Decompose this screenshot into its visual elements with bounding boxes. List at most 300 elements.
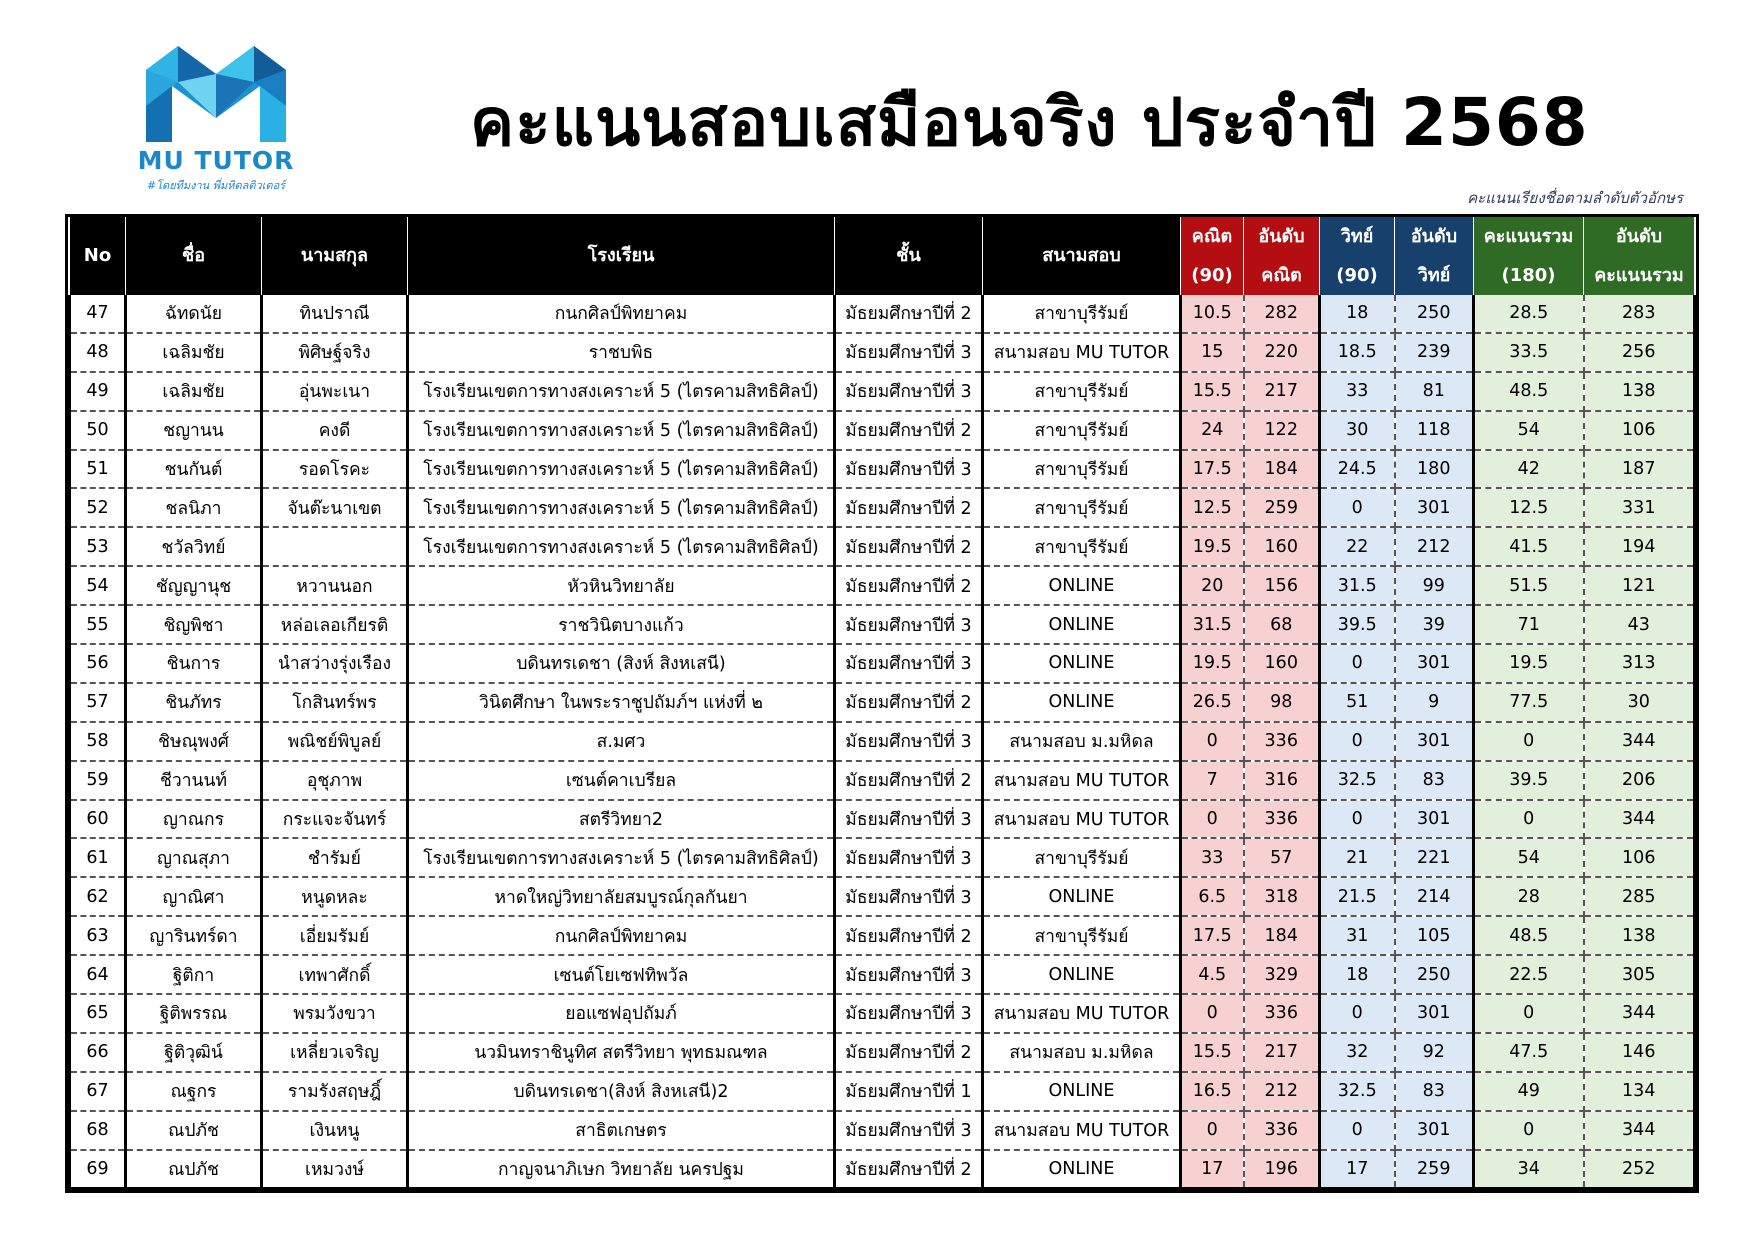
cell-science: 32.5 [1320,1072,1395,1111]
header-science-rank-sub: วิทย์ [1395,256,1474,295]
cell-math-rank: 329 [1244,955,1320,994]
cell-school: สาธิตเกษตร [408,1111,835,1150]
logo-name: MU TUTOR [137,146,295,175]
cell-math: 19.5 [1181,644,1244,683]
cell-science: 24.5 [1320,450,1395,489]
cell-last-name: เหลี่ยวเจริญ [262,1033,408,1072]
cell-math: 15.5 [1181,372,1244,411]
cell-last-name: กระแจะจันทร์ [262,800,408,839]
cell-last-name: เอี่ยมรัมย์ [262,916,408,955]
cell-math: 15 [1181,333,1244,372]
table-row [70,488,1695,527]
cell-total-rank: 344 [1584,800,1695,839]
cell-science: 32.5 [1320,761,1395,800]
cell-math: 0 [1181,994,1244,1033]
cell-total-rank: 283 [1584,295,1695,333]
cell-math-rank: 160 [1244,527,1320,566]
cell-science: 21 [1320,838,1395,877]
cell-no: 66 [70,1033,126,1072]
cell-math-rank: 336 [1244,994,1320,1033]
cell-total-rank: 134 [1584,1072,1695,1111]
cell-science-rank: 301 [1395,1111,1474,1150]
cell-no: 58 [70,722,126,761]
cell-grade: มัธยมศึกษาปีที่ 3 [835,372,983,411]
cell-school: ราชวินิตบางแก้ว [408,605,835,644]
cell-science: 18 [1320,955,1395,994]
header-science-max: (90) [1320,256,1395,295]
cell-math: 6.5 [1181,877,1244,916]
cell-total: 0 [1474,994,1584,1033]
cell-no: 50 [70,411,126,450]
cell-no: 59 [70,761,126,800]
cell-math-rank: 259 [1244,488,1320,527]
table-row [70,877,1695,916]
cell-total-rank: 252 [1584,1150,1695,1189]
sort-note: คะแนนเรียงชื่อตามลำดับตัวอักษร [1467,189,1683,207]
cell-total: 0 [1474,800,1584,839]
cell-total: 39.5 [1474,761,1584,800]
cell-science: 21.5 [1320,877,1395,916]
cell-science-rank: 39 [1395,605,1474,644]
cell-last-name: นำสว่างรุ่งเรือง [262,644,408,683]
cell-school: หาดใหญ่วิทยาลัยสมบูรณ์กุลกันยา [408,877,835,916]
cell-math-rank: 217 [1244,1033,1320,1072]
cell-venue: ONLINE [983,1072,1181,1111]
cell-school: โรงเรียนเขตการทางสงเคราะห์ 5 (ไตรคามสิทธิศิลป์) [408,488,835,527]
cell-total-rank: 285 [1584,877,1695,916]
cell-grade: มัธยมศึกษาปีที่ 2 [835,295,983,333]
cell-school: นวมินทราชินูทิศ สตรีวิทยา พุทธมณฑล [408,1033,835,1072]
cell-first-name: ชีวานนท์ [126,761,262,800]
cell-no: 55 [70,605,126,644]
cell-grade: มัธยมศึกษาปีที่ 2 [835,761,983,800]
cell-total: 41.5 [1474,527,1584,566]
cell-venue: สาขาบุรีรัมย์ [983,450,1181,489]
cell-math: 20 [1181,566,1244,605]
cell-first-name: ฉัทดนัย [126,295,262,333]
header-math-rank-sub: คณิต [1244,256,1320,295]
table-row [70,838,1695,877]
cell-science-rank: 250 [1395,955,1474,994]
cell-total-rank: 146 [1584,1033,1695,1072]
header-no: No [70,217,126,295]
cell-venue: ONLINE [983,877,1181,916]
table-row [70,333,1695,372]
table-row [70,644,1695,683]
cell-venue: ONLINE [983,683,1181,722]
cell-total-rank: 256 [1584,333,1695,372]
cell-science-rank: 301 [1395,644,1474,683]
cell-science: 0 [1320,722,1395,761]
cell-last-name: พณิชย์พิบูลย์ [262,722,408,761]
header-math: คณิต [1181,217,1244,256]
cell-first-name: ชญานน [126,411,262,450]
header-science-rank: อันดับ [1395,217,1474,256]
header-total-rank: อันดับ [1584,217,1695,256]
cell-venue: ONLINE [983,1150,1181,1189]
cell-science: 22 [1320,527,1395,566]
cell-school: กนกศิลป์พิทยาคม [408,295,835,333]
cell-school: สตรีวิทยา2 [408,800,835,839]
table-row [70,683,1695,722]
cell-no: 51 [70,450,126,489]
cell-first-name: ฐิติพรรณ [126,994,262,1033]
header-venue: สนามสอบ [983,217,1181,295]
cell-school: โรงเรียนเขตการทางสงเคราะห์ 5 (ไตรคามสิทธิศิลป์) [408,838,835,877]
cell-science: 18.5 [1320,333,1395,372]
cell-grade: มัธยมศึกษาปีที่ 2 [835,527,983,566]
cell-grade: มัธยมศึกษาปีที่ 3 [835,333,983,372]
cell-grade: มัธยมศึกษาปีที่ 2 [835,1033,983,1072]
cell-science: 0 [1320,800,1395,839]
cell-math-rank: 122 [1244,411,1320,450]
cell-first-name: ชัญญานุช [126,566,262,605]
cell-science: 51 [1320,683,1395,722]
cell-first-name: ชินภัทร [126,683,262,722]
cell-science: 0 [1320,1111,1395,1150]
cell-grade: มัธยมศึกษาปีที่ 2 [835,566,983,605]
cell-school: เซนต์โยเซฟทิพวัล [408,955,835,994]
table-row [70,295,1695,333]
cell-science-rank: 214 [1395,877,1474,916]
cell-math: 15.5 [1181,1033,1244,1072]
cell-no: 47 [70,295,126,333]
cell-math: 17.5 [1181,916,1244,955]
cell-total: 48.5 [1474,916,1584,955]
cell-science: 30 [1320,411,1395,450]
cell-math: 7 [1181,761,1244,800]
cell-total: 54 [1474,838,1584,877]
cell-venue: สนามสอบ MU TUTOR [983,1111,1181,1150]
cell-science-rank: 239 [1395,333,1474,372]
cell-total: 0 [1474,722,1584,761]
cell-first-name: เฉลิมชัย [126,372,262,411]
cell-grade: มัธยมศึกษาปีที่ 2 [835,916,983,955]
cell-math-rank: 68 [1244,605,1320,644]
cell-first-name: ชิษณุพงศ์ [126,722,262,761]
cell-total-rank: 106 [1584,411,1695,450]
cell-last-name: อุชุภาพ [262,761,408,800]
cell-school: โรงเรียนเขตการทางสงเคราะห์ 5 (ไตรคามสิทธิศิลป์) [408,527,835,566]
cell-no: 57 [70,683,126,722]
cell-school: ส.มศว [408,722,835,761]
cell-school: โรงเรียนเขตการทางสงเคราะห์ 5 (ไตรคามสิทธิศิลป์) [408,372,835,411]
cell-no: 69 [70,1150,126,1189]
cell-no: 60 [70,800,126,839]
cell-math-rank: 184 [1244,450,1320,489]
cell-first-name: ฐิติกา [126,955,262,994]
cell-total-rank: 138 [1584,916,1695,955]
cell-math: 0 [1181,1111,1244,1150]
cell-venue: สาขาบุรีรัมย์ [983,838,1181,877]
cell-total-rank: 138 [1584,372,1695,411]
cell-math: 17.5 [1181,450,1244,489]
cell-math: 10.5 [1181,295,1244,333]
cell-math-rank: 217 [1244,372,1320,411]
cell-math: 4.5 [1181,955,1244,994]
cell-venue: สาขาบุรีรัมย์ [983,488,1181,527]
cell-science-rank: 92 [1395,1033,1474,1072]
cell-science-rank: 105 [1395,916,1474,955]
header-grade: ชั้น [835,217,983,295]
cell-first-name: ชินการ [126,644,262,683]
cell-venue: สนามสอบ MU TUTOR [983,994,1181,1033]
cell-no: 53 [70,527,126,566]
cell-first-name: เฉลิมชัย [126,333,262,372]
cell-grade: มัธยมศึกษาปีที่ 3 [835,838,983,877]
cell-science-rank: 180 [1395,450,1474,489]
cell-school: กาญจนาภิเษก วิทยาลัย นครปฐม [408,1150,835,1189]
cell-grade: มัธยมศึกษาปีที่ 2 [835,683,983,722]
cell-last-name: จันต๊ะนาเขต [262,488,408,527]
cell-science-rank: 212 [1395,527,1474,566]
page-title: คะแนนสอบเสมือนจริง ประจำปี 2568 [470,84,1589,161]
cell-math-rank: 196 [1244,1150,1320,1189]
table-row [70,450,1695,489]
cell-math-rank: 212 [1244,1072,1320,1111]
cell-venue: ONLINE [983,605,1181,644]
header-total-rank-sub: คะแนนรวม [1584,256,1695,295]
cell-last-name: เหมวงษ์ [262,1150,408,1189]
cell-venue: สาขาบุรีรัมย์ [983,372,1181,411]
cell-science: 33 [1320,372,1395,411]
cell-science-rank: 9 [1395,683,1474,722]
cell-venue: สนามสอบ MU TUTOR [983,333,1181,372]
cell-total: 42 [1474,450,1584,489]
cell-last-name: คงดี [262,411,408,450]
cell-no: 62 [70,877,126,916]
cell-math-rank: 336 [1244,722,1320,761]
table-row [70,1111,1695,1150]
cell-math: 12.5 [1181,488,1244,527]
cell-total: 28.5 [1474,295,1584,333]
cell-grade: มัธยมศึกษาปีที่ 3 [835,722,983,761]
table-row [70,1033,1695,1072]
cell-science-rank: 250 [1395,295,1474,333]
cell-last-name: รอดโรคะ [262,450,408,489]
cell-grade: มัธยมศึกษาปีที่ 1 [835,1072,983,1111]
cell-venue: สาขาบุรีรัมย์ [983,527,1181,566]
cell-last-name: ชำรัมย์ [262,838,408,877]
cell-school: บดินทรเดชา(สิงห์ สิงหเสนี)2 [408,1072,835,1111]
cell-math-rank: 184 [1244,916,1320,955]
table-row [70,761,1695,800]
cell-first-name: ญาณกร [126,800,262,839]
header-math-rank: อันดับ [1244,217,1320,256]
cell-venue: สาขาบุรีรัมย์ [983,295,1181,333]
cell-school: ราชบพิธ [408,333,835,372]
cell-school: โรงเรียนเขตการทางสงเคราะห์ 5 (ไตรคามสิทธิศิลป์) [408,450,835,489]
cell-venue: ONLINE [983,566,1181,605]
cell-total: 28 [1474,877,1584,916]
cell-last-name: รามรังสฤษฎิ์ [262,1072,408,1111]
cell-total: 19.5 [1474,644,1584,683]
cell-grade: มัธยมศึกษาปีที่ 3 [835,450,983,489]
cell-no: 49 [70,372,126,411]
cell-math: 19.5 [1181,527,1244,566]
cell-last-name: เทพาศักดิ์ [262,955,408,994]
cell-school: เซนต์คาเบรียล [408,761,835,800]
cell-last-name: เงินหนู [262,1111,408,1150]
cell-venue: ONLINE [983,955,1181,994]
cell-math: 0 [1181,722,1244,761]
cell-no: 61 [70,838,126,877]
cell-math: 24 [1181,411,1244,450]
cell-school: กนกศิลป์พิทยาคม [408,916,835,955]
cell-total-rank: 206 [1584,761,1695,800]
cell-total-rank: 187 [1584,450,1695,489]
cell-science: 39.5 [1320,605,1395,644]
cell-last-name: หวานนอก [262,566,408,605]
cell-grade: มัธยมศึกษาปีที่ 2 [835,488,983,527]
cell-science-rank: 259 [1395,1150,1474,1189]
cell-grade: มัธยมศึกษาปีที่ 3 [835,800,983,839]
cell-science: 31.5 [1320,566,1395,605]
cell-math-rank: 57 [1244,838,1320,877]
cell-first-name: ฐิติวุฒิน์ [126,1033,262,1072]
table-row [70,411,1695,450]
cell-total: 48.5 [1474,372,1584,411]
header-science: วิทย์ [1320,217,1395,256]
cell-total: 22.5 [1474,955,1584,994]
header-last-name: นามสกุล [262,217,408,295]
cell-science: 18 [1320,295,1395,333]
cell-total: 33.5 [1474,333,1584,372]
cell-math-rank: 316 [1244,761,1320,800]
cell-total: 34 [1474,1150,1584,1189]
cell-math-rank: 282 [1244,295,1320,333]
cell-total: 47.5 [1474,1033,1584,1072]
cell-total-rank: 106 [1584,838,1695,877]
cell-grade: มัธยมศึกษาปีที่ 3 [835,1111,983,1150]
cell-total: 49 [1474,1072,1584,1111]
cell-no: 48 [70,333,126,372]
table-row [70,527,1695,566]
cell-total-rank: 305 [1584,955,1695,994]
cell-science-rank: 221 [1395,838,1474,877]
table-row [70,1072,1695,1111]
cell-total-rank: 344 [1584,1111,1695,1150]
cell-no: 64 [70,955,126,994]
cell-venue: สนามสอบ MU TUTOR [983,761,1181,800]
cell-science-rank: 118 [1395,411,1474,450]
cell-last-name [262,527,408,566]
cell-first-name: ณปภัช [126,1111,262,1150]
header-row [70,217,1695,256]
cell-science-rank: 83 [1395,761,1474,800]
cell-math-rank: 98 [1244,683,1320,722]
table-row [70,372,1695,411]
cell-first-name: ญาณิศา [126,877,262,916]
cell-no: 65 [70,994,126,1033]
cell-total-rank: 43 [1584,605,1695,644]
cell-first-name: ชิญพิชา [126,605,262,644]
cell-math: 17 [1181,1150,1244,1189]
table-row [70,1150,1695,1189]
cell-math-rank: 336 [1244,1111,1320,1150]
cell-math-rank: 220 [1244,333,1320,372]
cell-science: 32 [1320,1033,1395,1072]
cell-total: 0 [1474,1111,1584,1150]
cell-math-rank: 318 [1244,877,1320,916]
table-row [70,722,1695,761]
cell-science: 0 [1320,994,1395,1033]
cell-total-rank: 344 [1584,994,1695,1033]
cell-grade: มัธยมศึกษาปีที่ 3 [835,605,983,644]
cell-school: หัวหินวิทยาลัย [408,566,835,605]
cell-last-name: ทินปราณี [262,295,408,333]
table-body [70,295,1695,1189]
cell-science-rank: 81 [1395,372,1474,411]
cell-venue: ONLINE [983,644,1181,683]
cell-math-rank: 156 [1244,566,1320,605]
cell-science: 0 [1320,644,1395,683]
cell-first-name: ชลนิภา [126,488,262,527]
cell-total: 54 [1474,411,1584,450]
cell-math: 16.5 [1181,1072,1244,1111]
cell-school: บดินทรเดชา (สิงห์ สิงหเสนี) [408,644,835,683]
table-row [70,605,1695,644]
cell-math: 26.5 [1181,683,1244,722]
header-first-name: ชื่อ [126,217,262,295]
cell-science: 0 [1320,488,1395,527]
cell-first-name: ชนกันต์ [126,450,262,489]
cell-last-name: พิศิษฐ์จริง [262,333,408,372]
cell-math-rank: 336 [1244,800,1320,839]
score-table [68,217,1696,1190]
header-total-max: (180) [1474,256,1584,295]
table-row [70,955,1695,994]
cell-total-rank: 30 [1584,683,1695,722]
cell-math-rank: 160 [1244,644,1320,683]
cell-first-name: ณฐกร [126,1072,262,1111]
header-math-max: (90) [1181,256,1244,295]
cell-total-rank: 331 [1584,488,1695,527]
cell-venue: สนามสอบ ม.มหิดล [983,1033,1181,1072]
cell-total: 12.5 [1474,488,1584,527]
cell-grade: มัธยมศึกษาปีที่ 3 [835,644,983,683]
cell-last-name: พรมวังขวา [262,994,408,1033]
cell-venue: สนามสอบ ม.มหิดล [983,722,1181,761]
logo-mark-icon [136,42,296,148]
cell-total-rank: 313 [1584,644,1695,683]
cell-science-rank: 83 [1395,1072,1474,1111]
cell-grade: มัธยมศึกษาปีที่ 2 [835,411,983,450]
cell-first-name: ญาณสุภา [126,838,262,877]
table-row [70,800,1695,839]
cell-total: 71 [1474,605,1584,644]
cell-total-rank: 121 [1584,566,1695,605]
cell-science: 17 [1320,1150,1395,1189]
cell-no: 68 [70,1111,126,1150]
cell-science-rank: 301 [1395,488,1474,527]
cell-venue: สาขาบุรีรัมย์ [983,916,1181,955]
cell-first-name: ณปภัช [126,1150,262,1189]
cell-total-rank: 344 [1584,722,1695,761]
cell-total-rank: 194 [1584,527,1695,566]
cell-no: 54 [70,566,126,605]
cell-no: 63 [70,916,126,955]
cell-school: ยอแซฟอุปถัมภ์ [408,994,835,1033]
cell-science-rank: 99 [1395,566,1474,605]
cell-venue: สาขาบุรีรัมย์ [983,411,1181,450]
cell-no: 52 [70,488,126,527]
cell-last-name: หล่อเลอเกียรติ [262,605,408,644]
cell-grade: มัธยมศึกษาปีที่ 2 [835,1150,983,1189]
cell-school: วินิตศึกษา ในพระราชูปถัมภ์ฯ แห่งที่ ๒ [408,683,835,722]
cell-science-rank: 301 [1395,994,1474,1033]
mu-tutor-logo [136,42,296,192]
